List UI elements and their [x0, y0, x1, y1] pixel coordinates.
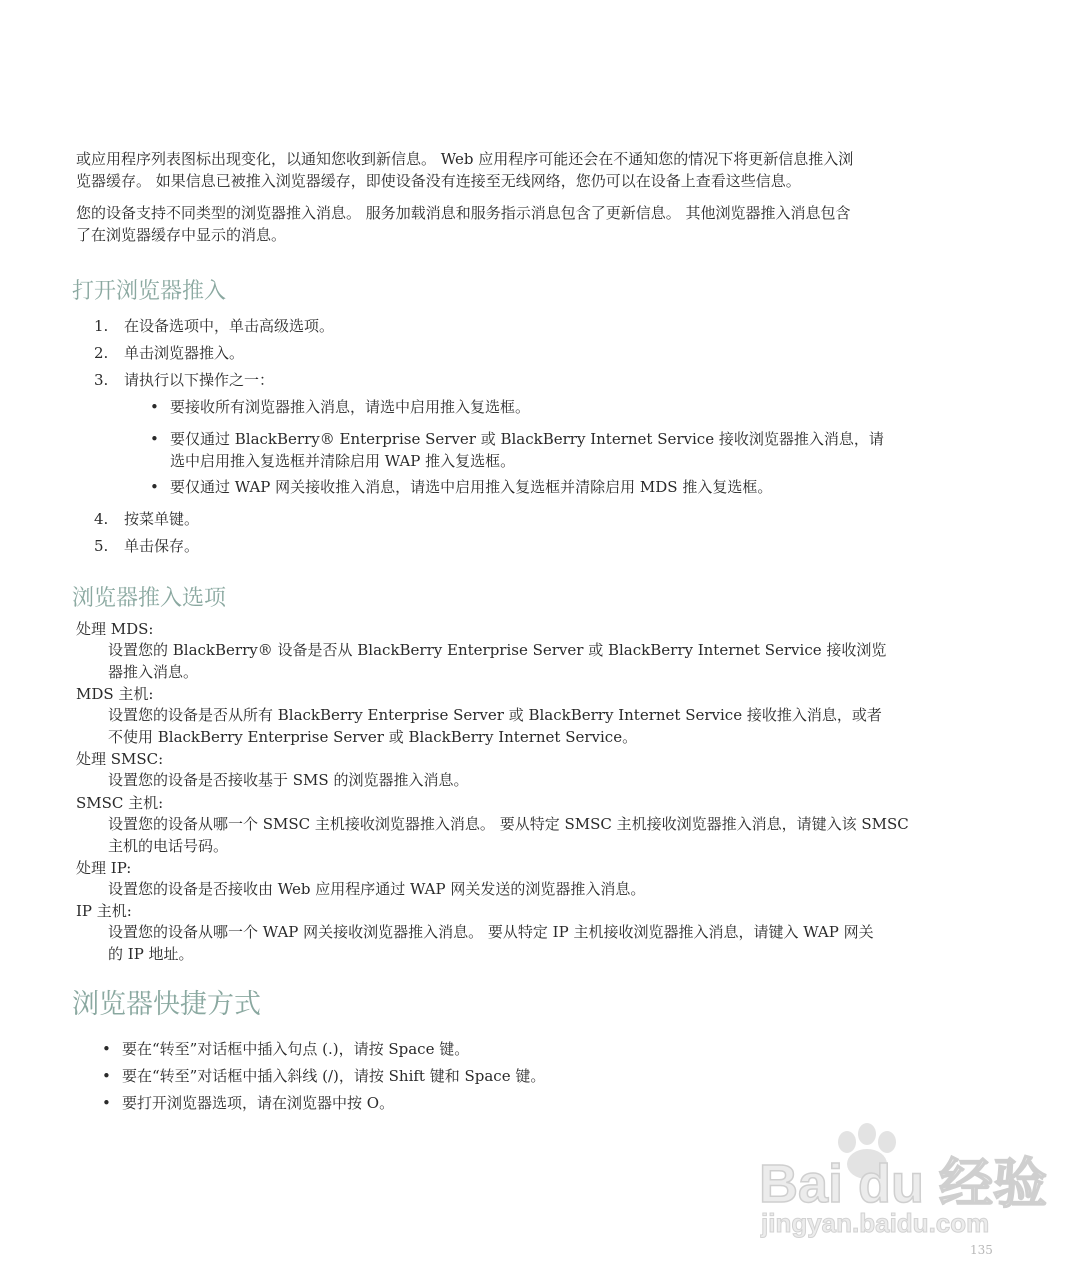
step-text: 按菜单键。 — [124, 510, 200, 528]
bullet-icon: • — [102, 1040, 111, 1058]
intro-p2-line2: 了在浏览器缓存中显示的消息。 — [76, 226, 287, 244]
step-text: 单击保存。 — [124, 537, 200, 555]
step-number: 5. — [94, 537, 109, 555]
shortcut-text: 要在“转至”对话框中插入斜线 (/)，请按 Shift 键和 Space 键。 — [122, 1067, 546, 1085]
bullet-icon: • — [102, 1094, 111, 1112]
bullet-text: 要接收所有浏览器推入消息，请选中启用推入复选框。 — [170, 398, 531, 416]
step-text: 在设备选项中，单击高级选项。 — [124, 317, 335, 335]
step-number: 2. — [94, 344, 109, 362]
option-term: 处理 SMSC: — [76, 750, 164, 768]
step-text: 请执行以下操作之一： — [124, 371, 275, 389]
page-number: 135 — [970, 1243, 993, 1257]
intro-p1-line1: 或应用程序列表图标出现变化，以通知您收到新信息。 Web 应用程序可能还会在不通知您的情况下将更新信息推入浏 — [76, 150, 854, 168]
definition-line: 器推入消息。 — [108, 663, 199, 681]
step-number: 1. — [94, 317, 109, 335]
option-definition — [108, 639, 998, 683]
section-title-open-browser-push: 打开浏览器推入 — [72, 279, 227, 304]
option-term: 处理 MDS: — [76, 620, 154, 638]
definition-line: 设置您的设备从哪一个 WAP 网关接收浏览器推入消息。 要从特定 IP 主机接收浏览器推入消息，请键入 WAP 网关 — [108, 923, 874, 941]
bullet-text: 要仅通过 BlackBerry® Enterprise Server 或 BlackBerry Internet Service 接收浏览器推入消息，请 — [170, 430, 884, 448]
option-term: IP 主机: — [76, 902, 132, 920]
section-title-browser-push-options: 浏览器推入选项 — [72, 586, 227, 611]
definition-line: 不使用 BlackBerry Enterprise Server 或 BlackBerry Internet Service。 — [108, 728, 638, 746]
definition-line: 设置您的设备是否从所有 BlackBerry Enterprise Server 或 BlackBerry Internet Service 接收推入消息，或者 — [108, 706, 882, 724]
bullet-text: 要仅通过 WAP 网关接收推入消息，请选中启用推入复选框并清除启用 MDS 推入复选框。 — [170, 478, 773, 496]
definition-line: 设置您的设备从哪一个 SMSC 主机接收浏览器推入消息。 要从特定 SMSC 主机接收浏览器推入消息，请键入该 SMSC — [108, 815, 909, 833]
intro-paragraph-1 — [76, 148, 996, 192]
step-text: 单击浏览器推入。 — [124, 344, 245, 362]
option-term: MDS 主机: — [76, 685, 154, 703]
option-term: SMSC 主机: — [76, 794, 164, 812]
intro-p1-line2: 览器缓存。 如果信息已被推入浏览器缓存，即使设备没有连接至无线网络，您仍可以在设备上查看这些信息。 — [76, 172, 801, 190]
intro-paragraph-2 — [76, 202, 996, 246]
definition-line: 设置您的设备是否接收由 Web 应用程序通过 WAP 网关发送的浏览器推入消息。 — [108, 880, 646, 898]
option-definition — [108, 704, 998, 748]
option-term: 处理 IP: — [76, 859, 132, 877]
definition-line: 的 IP 地址。 — [108, 945, 194, 963]
baidu-jingyan-watermark — [755, 1120, 1048, 1240]
step-number: 3. — [94, 371, 109, 389]
option-definition — [108, 921, 998, 965]
bullet-text-cont: 选中启用推入复选框并清除启用 WAP 推入复选框。 — [170, 452, 516, 470]
section-title-browser-shortcuts: 浏览器快捷方式 — [72, 989, 261, 1020]
bullet-icon: • — [150, 398, 159, 416]
baidu-url-text: jingyan.baidu.com — [761, 1208, 990, 1238]
bullet-icon: • — [150, 430, 159, 448]
shortcut-text: 要在“转至”对话框中插入句点 (.)，请按 Space 键。 — [122, 1040, 470, 1058]
step-number: 4. — [94, 510, 109, 528]
bullet-icon: • — [150, 478, 159, 496]
baidu-brand-text: Bai du 经验 — [759, 1154, 1048, 1214]
definition-line: 主机的电话号码。 — [108, 837, 229, 855]
option-definition — [108, 769, 998, 791]
intro-p2-line1: 您的设备支持不同类型的浏览器推入消息。 服务加载消息和服务指示消息包含了更新信息。 其他浏览器推入消息包含 — [76, 204, 851, 222]
definition-line: 设置您的设备是否接收基于 SMS 的浏览器推入消息。 — [108, 771, 469, 789]
bullet-icon: • — [102, 1067, 111, 1085]
definition-line: 设置您的 BlackBerry® 设备是否从 BlackBerry Enterprise Server 或 BlackBerry Internet Service 接收浏览 — [108, 641, 887, 659]
shortcut-text: 要打开浏览器选项，请在浏览器中按 O。 — [122, 1094, 395, 1112]
option-definition — [108, 878, 998, 900]
option-definition — [108, 813, 998, 857]
